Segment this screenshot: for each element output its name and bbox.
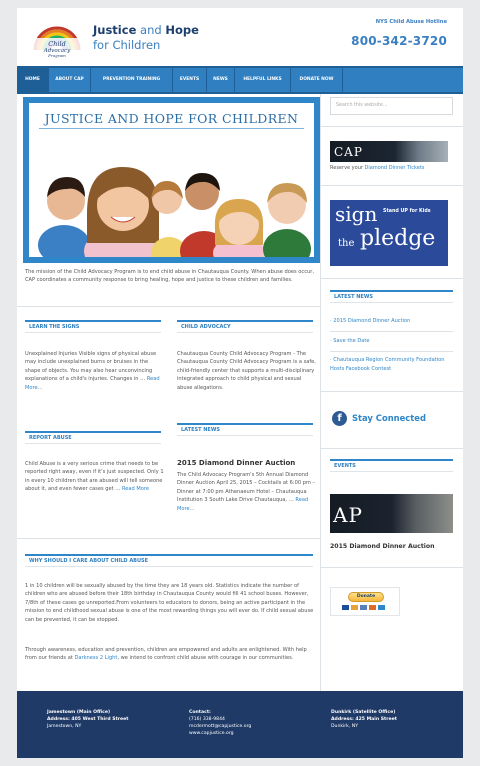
bullet: · (330, 357, 334, 363)
news-link-text: Save the Date (333, 338, 370, 344)
cap-caption (330, 165, 424, 173)
latest-news-body: The Child Advocacy Program's 5th Annual Diamond Dinner Auction April 25, 2015 – Cocktails at 6:00 pm – Dinner at 7:00 pm Athenaeum Hotel – Chautauqua Institution 3 South Lake Drive Chautauqua, … (177, 472, 316, 504)
cap-banner-text: CAP (334, 145, 363, 159)
bank-card-icon (378, 605, 385, 610)
footer-dunkirk-title: Dunkirk (Satellite Office) (331, 710, 396, 715)
nav-item-events[interactable]: EVENTS (173, 68, 207, 92)
mission-statement: The mission of the Child Advocacy Program is to end child abuse in Chautauqua County. When abuse does occur, CAP coordinates a community response to bring healing, hope and justice to these children and families. (25, 269, 314, 284)
logo-line1: Child (48, 40, 66, 48)
nav-item-donate-now[interactable]: DONATE NOW (291, 68, 343, 92)
diamond-dinner-tickets-link[interactable]: Diamond Dinner Tickets (364, 165, 425, 171)
pledge-sign-text: sign (335, 202, 378, 226)
sidebar-news-link-2[interactable] (330, 338, 370, 346)
hotline-number[interactable]: 800-342-3720 (351, 34, 447, 48)
bullet: · (330, 318, 334, 324)
latest-news-heading[interactable]: LATEST NEWS (177, 423, 313, 436)
sidebar-rule-4 (320, 391, 463, 392)
why-care-para2 (25, 646, 315, 663)
learn-signs-heading[interactable]: LEARN THE SIGNS (25, 320, 161, 333)
nav-item-news[interactable]: NEWS (207, 68, 235, 92)
sidebar-news-link-3[interactable] (330, 356, 455, 373)
main-nav (17, 66, 463, 94)
sign-the-pledge-banner[interactable] (330, 200, 448, 266)
news-link-text: Chautauqua Region Community Foundation Hosts Facebook Contest (330, 357, 445, 372)
report-abuse-body: Child Abuse is a very serious crime that needs to be reported right away, even if it's just suspected. Only 1 in every 10 children that are abused will tell someone about it, and even fewer cases get … (25, 461, 164, 493)
report-abuse-read-more[interactable]: Read More (121, 486, 149, 493)
nav-item-helpful-links[interactable]: HELPFUL LINKS (235, 68, 291, 92)
nav-item-about-cap[interactable]: ABOUT CAP (49, 68, 91, 92)
site-title-hope: Hope (165, 23, 199, 37)
child-advocacy-logo[interactable] (29, 16, 85, 60)
news-link-rule-1 (330, 331, 453, 332)
page (17, 8, 463, 758)
search-input[interactable]: Search this website… (330, 97, 453, 115)
facebook-icon[interactable]: f (332, 411, 347, 426)
footer-email[interactable]: mcdermott@capjustice.org (189, 724, 252, 730)
site-footer (17, 691, 463, 758)
hero-title: JUSTICE AND HOPE FOR CHILDREN (44, 111, 299, 126)
why-care-para2-before: Through awareness, education and prevention, children are empowered and adults are enlightened. With help from our friends at (25, 647, 307, 662)
footer-website[interactable]: www.capjustice.org (189, 731, 234, 737)
sidebar-rule-6 (320, 567, 463, 568)
sidebar-rule-3 (320, 278, 463, 279)
event-image-text: AP (333, 503, 363, 527)
sidebar-news-link-1[interactable] (330, 318, 410, 326)
visa-card-icon (342, 605, 349, 610)
discover-card-icon (369, 605, 376, 610)
sidebar-divider (320, 94, 321, 691)
pledge-the-text: the (338, 238, 355, 249)
sidebar-rule-2 (320, 185, 463, 186)
footer-dunkirk-city: Dunkirk, NY (331, 724, 359, 730)
report-abuse-text (25, 460, 165, 494)
why-care-heading[interactable]: WHY SHOULD I CARE ABOUT CHILD ABUSE (25, 554, 313, 567)
hero-image (29, 103, 314, 257)
cap-dinner-banner[interactable] (330, 141, 448, 162)
site-title-and: and (136, 23, 166, 37)
footer-contact-title: Contact: (189, 710, 211, 715)
site-subtitle[interactable]: for Children (93, 38, 161, 52)
site-title-justice: Justice (93, 23, 137, 37)
footer-jamestown (47, 709, 128, 730)
donate-button[interactable]: Donate (348, 592, 384, 602)
learn-signs-text (25, 350, 165, 392)
mastercard-icon (351, 605, 358, 610)
pledge-word-text: pledge (360, 226, 436, 251)
hero-banner (23, 97, 320, 263)
footer-dunkirk (331, 709, 397, 730)
content-divider (17, 306, 320, 307)
event-title[interactable]: 2015 Diamond Dinner Auction (330, 543, 435, 550)
stay-connected[interactable] (330, 405, 460, 433)
site-header (17, 8, 463, 66)
donate-widget (330, 587, 400, 616)
nav-item-prevention-training[interactable]: PREVENTION TRAINING (91, 68, 173, 92)
sidebar-latest-news-heading[interactable]: LATEST NEWS (330, 290, 453, 303)
stay-connected-label: Stay Connected (352, 413, 426, 423)
site-title[interactable] (93, 24, 199, 37)
report-abuse-heading[interactable]: REPORT ABUSE (25, 431, 161, 444)
learn-signs-body: Unexplained Injuries Visible signs of physical abuse may include unexplained burns or bruises in the shape of objects. You may also hear unconvincing explanations of a child's injuries. Changes in … (25, 351, 157, 383)
footer-jamestown-title: Jamestown (Main Office) (47, 710, 111, 715)
children-photo (29, 133, 314, 257)
latest-news-text (177, 471, 317, 513)
news-link-text: 2015 Diamond Dinner Auction (333, 318, 411, 324)
hero-rule (39, 128, 304, 129)
footer-phone[interactable]: (716) 338-9844 (189, 717, 225, 723)
learn-signs-read-more[interactable]: Read More... (25, 376, 160, 391)
footer-contact (189, 709, 251, 737)
footer-jamestown-city: Jamestown, NY (47, 724, 82, 730)
footer-dunkirk-address: Address: 425 Main Street (331, 717, 397, 723)
child-advocacy-heading[interactable]: CHILD ADVOCACY (177, 320, 313, 333)
sidebar-rule-5 (320, 448, 463, 449)
child-advocacy-text: Chautauqua County Child Advocacy Program - The Chautauqua County Child Advocacy Program is a safe, child-friendly center that supports a multi-disciplinary integrated approach to child physical and sexual abuse allegations. (177, 351, 316, 391)
why-care-para2-after: , we intend to confront child abuse with courage in our communities. (117, 655, 294, 662)
latest-news-read-more[interactable]: Read More... (177, 497, 309, 512)
sidebar-events-heading[interactable]: EVENTS (330, 459, 453, 472)
logo-line2: Advocacy (43, 48, 71, 54)
sidebar-rule-1 (320, 126, 463, 127)
news-link-rule-2 (330, 351, 453, 352)
darkness-2-light-link[interactable]: Darkness 2 Light (74, 655, 118, 662)
latest-news-post-title[interactable]: 2015 Diamond Dinner Auction (177, 459, 296, 467)
pledge-tagline: Stand UP for Kids (383, 209, 431, 214)
nav-item-home[interactable]: HOME (17, 68, 49, 92)
bullet: · (330, 338, 334, 344)
logo-line3: Program (48, 53, 66, 58)
hotline-label: NYS Child Abuse Hotline (375, 19, 447, 25)
amex-card-icon (360, 605, 367, 610)
content-divider-2 (17, 538, 320, 539)
event-image[interactable] (330, 494, 453, 533)
why-care-para1: 1 in 10 children will be sexually abused by the time they are 18 years old. Statistics indicate the number of children who are abused before their 18th birthday in Chautauqua County would fill 41 school buses. However, 7/8th of these cases go unreported.From volunteers to educators to donors, being an active participant in the mission to end childhood sexual abuse is one of the most rewarding things you will ever do. If child sexual abuse can be prevented, it can be stopped. (25, 583, 314, 623)
footer-jamestown-address: Address: 405 West Third Street (47, 717, 129, 723)
cap-caption-text: Reserve your (330, 165, 365, 171)
